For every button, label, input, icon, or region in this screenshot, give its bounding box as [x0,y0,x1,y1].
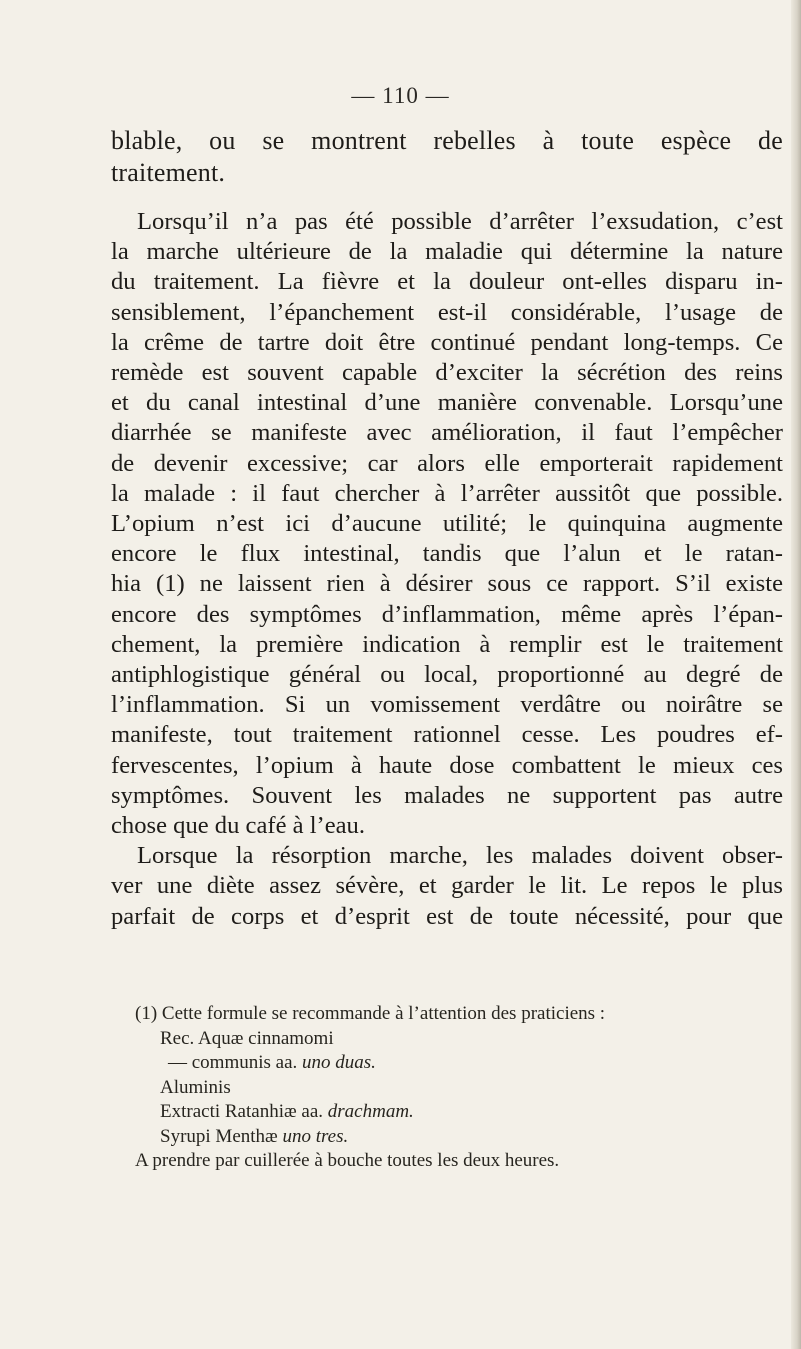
text-line: la marche ultérieure de la maladie qui détermine la nature [111,238,783,266]
paragraph [111,841,783,932]
paragraph-continuation [111,125,783,189]
footnote [135,1002,775,1174]
text-line: sensiblement, l’épanchement est-il considérable, l’usage de [111,298,783,326]
text-line: Lorsqu’il n’a pas été possible d’arrêter l’exsudation, c’est [137,208,783,235]
text-line: du traitement. La fièvre et la douleur ont-elles disparu in- [111,268,783,296]
footnote-recipe-line [135,1051,775,1076]
text-line: manifeste, tout traitement rationnel cesse. Les poudres ef- [111,721,783,749]
text-line: chement, la première indication à remplir est le traitement [111,630,783,658]
text-line: encore le flux intestinal, tandis que l’alun et le ratan- [111,540,783,568]
footnote-recipe-line: Rec. Aquæ cinnamomi [160,1027,334,1049]
text-line: l’inflammation. Si un vomissement verdâtre ou noirâtre se [111,691,783,719]
text-line: la crême de tartre doit être continué pendant long-temps. Ce [111,328,783,356]
text-line: parfait de corps et d’esprit est de toute nécessité, pour que [111,902,783,930]
text-line: fervescentes, l’opium à haute dose combattent le mieux ces [111,751,783,779]
text-line: ver une diète assez sévère, et garder le lit. Le repos le plus [111,872,783,900]
text-line: la malade : il faut chercher à l’arrêter aussitôt que possible. [111,479,783,507]
ingredient: Extracti Ratanhiæ aa. [160,1101,328,1122]
dosage: drachmam. [327,1101,414,1122]
body-text [111,125,783,932]
text-line: traitement. [111,158,226,187]
footnote-recipe-line [135,1125,775,1150]
text-line: et du canal intestinal d’une manière convenable. Lorsqu’une [111,389,783,417]
footnote-intro: (1) Cette formule se recommande à l’attention des praticiens : [135,1003,606,1024]
ingredient: Syrupi Menthæ [160,1125,283,1147]
page-edge [791,0,801,1349]
text-line: hia (1) ne laissent rien à désirer sous ce rapport. S’il existe [111,570,783,598]
text-line: blable, ou se montrent rebelles à toute espèce de [111,126,783,155]
footnote-recipe-line: Aluminis [160,1076,231,1098]
dosage: uno duas. [302,1052,376,1073]
text-line: encore des symptômes d’inflammation, même après l’épan- [111,600,783,628]
paragraph [111,207,783,841]
text-line: de devenir excessive; car alors elle emporterait rapidement [111,449,783,477]
text-line: L’opium n’est ici d’aucune utilité; le quinquina augmente [111,510,783,538]
text-line: Lorsque la résorption marche, les malades doivent obser- [137,842,783,870]
text-line: chose que du café à l’eau. [111,812,365,840]
footnote-recipe-line [135,1100,775,1125]
dosage: uno tres. [282,1125,349,1147]
text-line: symptômes. Souvent les malades ne supportent pas autre [111,781,783,809]
page-number: — 110 — [351,83,450,108]
footnote-instructions: A prendre par cuillerée à bouche toutes les deux heures. [135,1150,560,1171]
text-line: remède est souvent capable d’exciter la sécrétion des reins [111,359,783,387]
ingredient: — communis aa. [168,1052,303,1073]
text-line: diarrhée se manifeste avec amélioration, il faut l’empêcher [111,419,783,447]
text-line: antiphlogistique général ou local, proportionné au degré de [111,661,783,689]
